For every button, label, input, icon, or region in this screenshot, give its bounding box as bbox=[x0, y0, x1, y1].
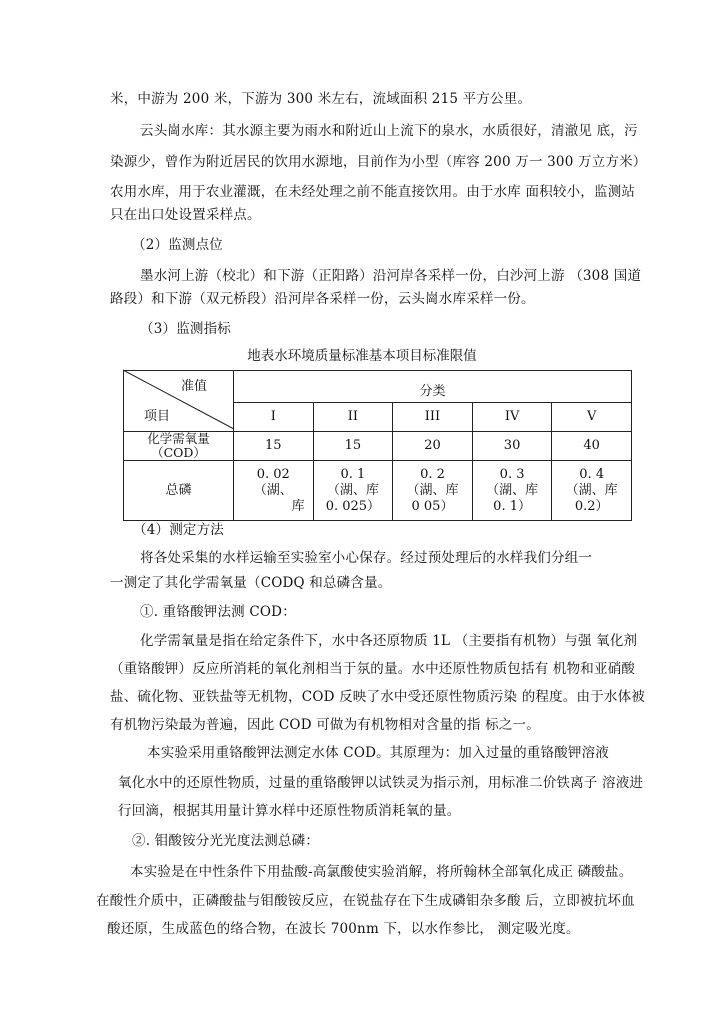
text-line: 有机物污染最为普遍，因此 COD 可做为有机物相对含量的指 标之一。 bbox=[110, 717, 540, 733]
text-line: （重铬酸钾）反应所消耗的氧化剂相当于氛的量。水中还原性物质包括有 机物和亚硝酸 bbox=[110, 661, 636, 677]
text-line: 路段）和下游（双元桥段）沿河岸各采样一份，云头崗水库采样一份。 bbox=[110, 291, 535, 307]
text-line: 云头崗水库：其水源主要为雨水和附近山上流下的泉水，水质很好，清澈见 底，污 bbox=[140, 123, 638, 139]
text-line: 酸还原，生成蓝色的络合物，在波长 700nm 下，以水作参比， 测定吸光度。 bbox=[107, 921, 580, 937]
cell-line: 库 bbox=[291, 498, 305, 514]
text-line: 行回滴，根据其用量计算水样中还原性物质消耗氧的量。 bbox=[118, 803, 461, 819]
section-heading: ①. 重铬酸钾法测 COD： bbox=[140, 604, 296, 620]
text-line: 染源少，曾作为附近居民的饮用水源地，目前作为小型（库容 200 万一 300 万立方米） bbox=[110, 154, 647, 170]
cell-line: 0. 2 bbox=[420, 466, 445, 482]
class-header: IV bbox=[472, 402, 552, 431]
cell-line: 0. 3 bbox=[499, 466, 525, 482]
text-line: 盐、硫化物、亚铁盐等无机物，COD 反映了水中受还原性物质污染 的程度。由于水体被 bbox=[110, 689, 646, 705]
text-line: 墨水河上游（校北）和下游（正阳路）沿河岸各采样一份，白沙河上游 （308 国道 bbox=[140, 268, 642, 284]
class-header: I bbox=[234, 402, 314, 431]
section-heading: ②. 钼酸铵分光光度法测总磷： bbox=[132, 833, 320, 849]
header-fenlei: 分类 bbox=[234, 371, 632, 403]
cell-line: 0. 025） bbox=[325, 498, 381, 514]
cell-line: 0 05） bbox=[411, 498, 454, 514]
row-label-cod: 化学需氧量（COD） bbox=[124, 432, 234, 461]
table-cell: 15 bbox=[313, 432, 393, 461]
class-header: III bbox=[393, 402, 473, 431]
section-heading: （4）测定方法 bbox=[133, 522, 224, 538]
text-line: 在酸性介质中，正磷酸盐与钼酸铵反应，在锐盐存在下生成磷钼杂多酸 后，立即被抗坏血 bbox=[96, 893, 635, 909]
text-line: 本实验采用重铬酸钾法测定水体 COD。其原理为：加入过量的重铬酸钾溶液 bbox=[147, 745, 610, 761]
cell-line: （湖、库 bbox=[326, 482, 379, 498]
text-line: 米，中游为 200 米，下游为 300 米左右，流域面积 215 平方公里。 bbox=[110, 91, 532, 107]
table-caption: 地表水环境质量标准基本项目标准限值 bbox=[247, 348, 477, 364]
table-cell bbox=[472, 461, 552, 521]
cell-line: 0. 1 bbox=[340, 466, 366, 482]
cell-line: 0.2） bbox=[574, 498, 609, 514]
cell-line: 0. 1） bbox=[493, 498, 531, 514]
class-header: II bbox=[313, 402, 393, 431]
table-cell: 40 bbox=[552, 432, 632, 461]
text-line: 农用水库，用于农业灌溉，在未经处理之前不能直接饮用。由于水库 面积较小，监测站 bbox=[110, 184, 636, 200]
cell-line: （湖、 bbox=[253, 482, 293, 498]
cell-line: （湖、库 bbox=[565, 482, 618, 498]
section-heading: （3）监测指标 bbox=[140, 321, 231, 337]
row-label-tp: 总磷 bbox=[124, 461, 234, 521]
text-line: 一测定了其化学需氧量（CODQ 和总磷含量。 bbox=[110, 575, 392, 591]
header-xiangmu: 项目 bbox=[144, 409, 171, 424]
table-cell bbox=[313, 461, 393, 521]
text-line: 本实验是在中性条件下用盐酸-高氯酸使实验消解，将所翰林全部氧化成正 磷酸盐。 bbox=[130, 864, 633, 880]
text-line: 化学需氧量是指在给定条件下，水中各还原物质 1L （主要指有机物）与强 氧化剂 bbox=[140, 633, 638, 649]
header-diagonal-line bbox=[123, 370, 234, 429]
cell-line: 0. 02 bbox=[256, 466, 290, 482]
table-cell: 15 bbox=[234, 432, 314, 461]
header-zhunzhi: 准值 bbox=[180, 379, 207, 394]
text-line: 将各处采集的水样运输至实验室小心保存。经过预处理后的水样我们分组一 bbox=[140, 550, 593, 566]
section-heading: （2）监测点位 bbox=[132, 237, 223, 253]
table-cell bbox=[234, 461, 314, 521]
cell-line: （湖、库 bbox=[486, 482, 539, 498]
text-line: 氧化水中的还原性物质，过量的重铬酸钾以试铁灵为指示剂，用标准二价铁离子 溶液进 bbox=[118, 775, 644, 791]
table-cell: 30 bbox=[472, 432, 552, 461]
cell-line: （湖、库 bbox=[406, 482, 459, 498]
cell-line: 0. 4 bbox=[579, 466, 605, 482]
table-cell bbox=[552, 461, 632, 521]
table-cell: 20 bbox=[393, 432, 473, 461]
class-header: V bbox=[552, 402, 632, 431]
text-line: 只在出口处设置采样点。 bbox=[110, 207, 261, 223]
table-cell bbox=[393, 461, 473, 521]
